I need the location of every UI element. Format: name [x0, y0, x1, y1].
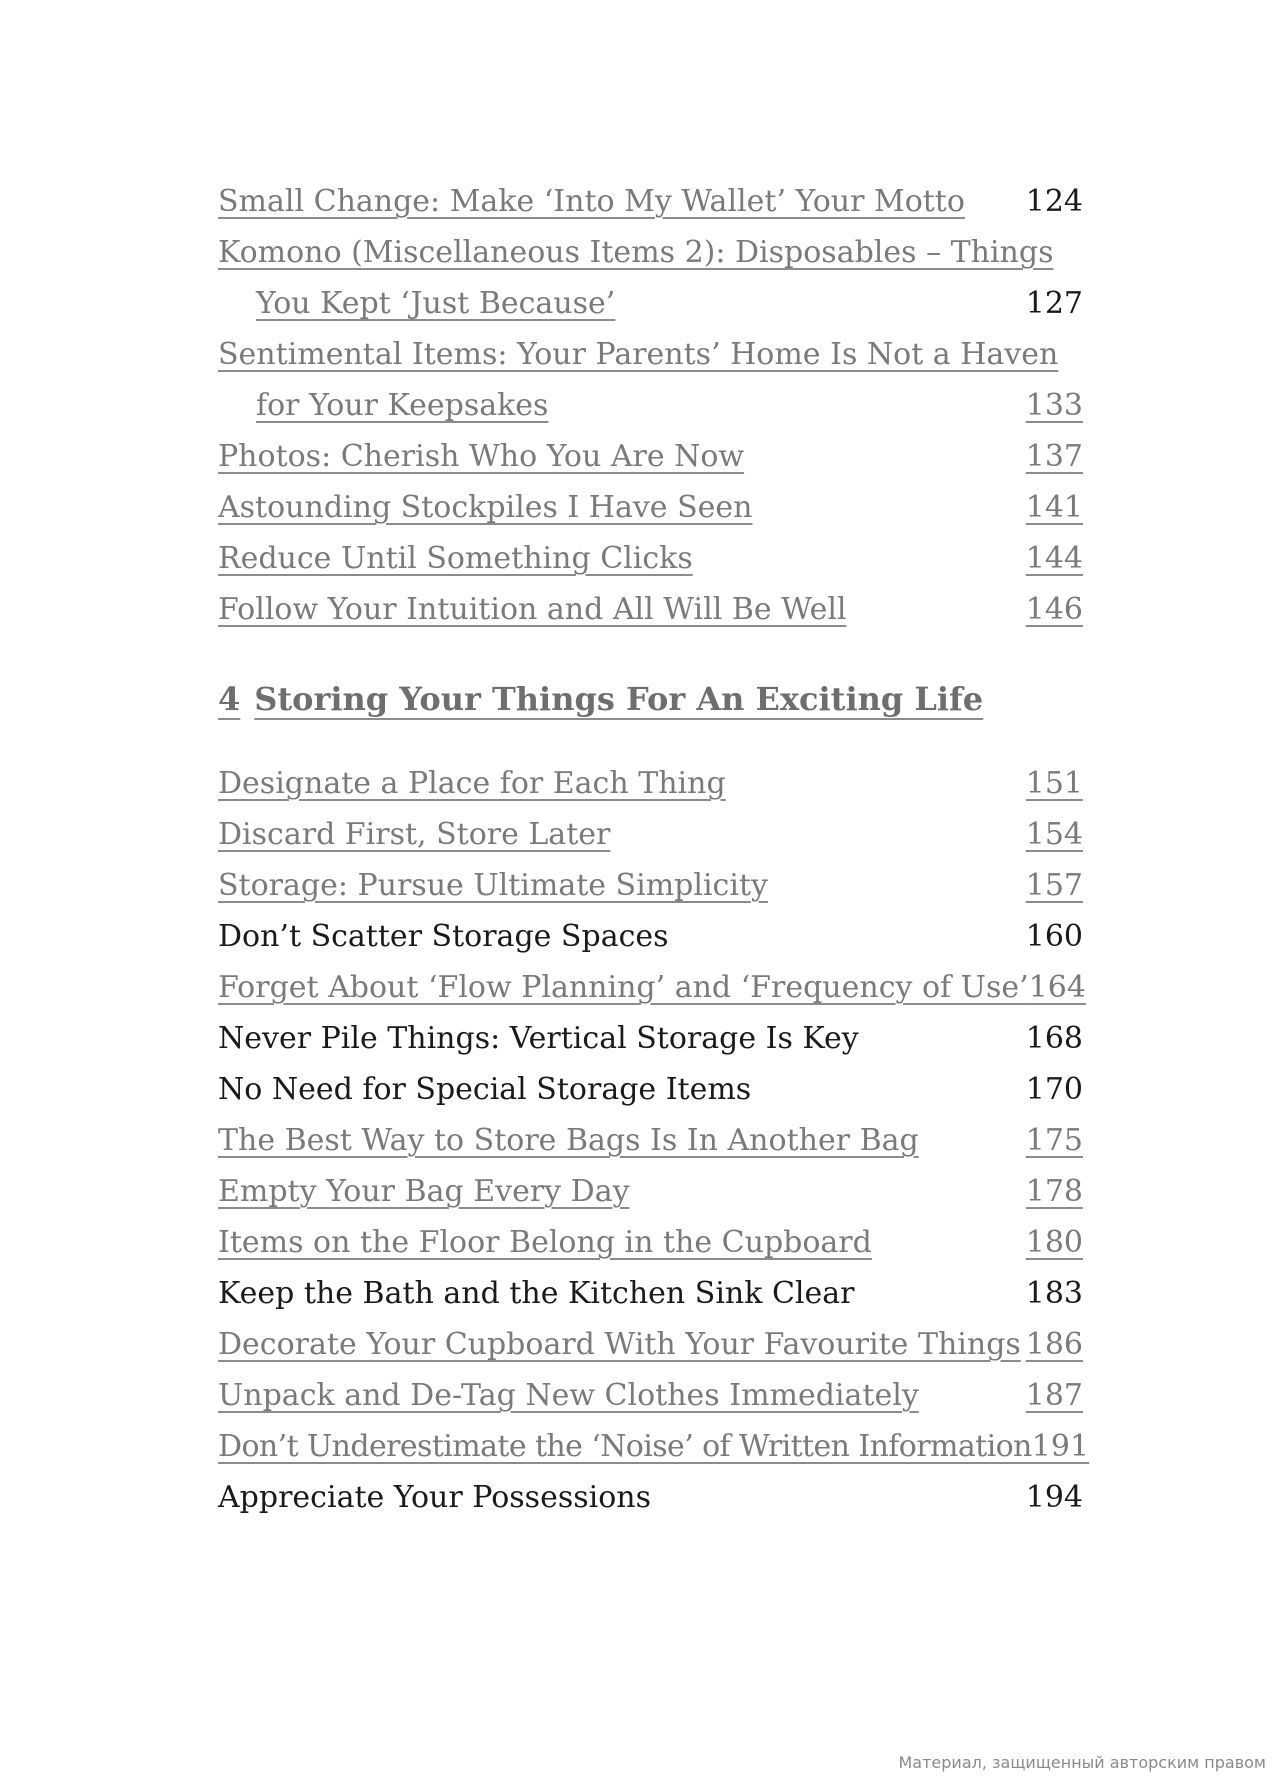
- toc-entry-page[interactable]: 178: [1025, 1174, 1083, 1209]
- toc-entry[interactable]: [218, 227, 1088, 329]
- toc-entry-title[interactable]: Forget About ‘Flow Planning’ and ‘Frequency of Use’: [218, 970, 1029, 1005]
- toc-entry-title[interactable]: Small Change: Make ‘Into My Wallet’ Your Motto: [218, 184, 965, 219]
- toc-entry-title: No Need for Special Storage Items: [218, 1072, 752, 1107]
- toc-entry[interactable]: [218, 329, 1088, 431]
- toc-entry[interactable]: [218, 962, 1088, 1013]
- toc-entry-page: 127: [1025, 286, 1083, 321]
- toc-entry-page: 168: [1025, 1021, 1083, 1056]
- toc-entry-title[interactable]: Empty Your Bag Every Day: [218, 1174, 630, 1209]
- toc-entry[interactable]: [218, 1166, 1088, 1217]
- toc-entry-title[interactable]: Designate a Place for Each Thing: [218, 766, 726, 801]
- chapter-number: 4: [218, 680, 241, 718]
- toc-entry-page[interactable]: 186: [1025, 1327, 1083, 1362]
- toc-entry-page: 160: [1025, 919, 1083, 954]
- toc-entry[interactable]: [218, 758, 1088, 809]
- toc-entry-title-continuation[interactable]: You Kept ‘Just Because’: [256, 286, 616, 321]
- toc-entry-title[interactable]: Photos: Cherish Who You Are Now: [218, 439, 745, 474]
- toc-entry-page[interactable]: 133: [1025, 388, 1083, 423]
- toc-entry-title[interactable]: Astounding Stockpiles I Have Seen: [218, 490, 753, 525]
- toc-entry-page[interactable]: 157: [1025, 868, 1083, 903]
- chapter-heading[interactable]: [218, 680, 983, 718]
- toc-entry-page[interactable]: 187: [1025, 1378, 1083, 1413]
- chapter-title[interactable]: Storing Your Things For An Exciting Life: [254, 680, 984, 718]
- toc-entry-title[interactable]: Follow Your Intuition and All Will Be Well: [218, 592, 847, 627]
- toc-entry[interactable]: [218, 482, 1088, 533]
- toc-entry-page[interactable]: 151: [1025, 766, 1083, 801]
- toc-entry-title[interactable]: The Best Way to Store Bags Is In Another Bag: [218, 1123, 919, 1158]
- toc-entry: [218, 1472, 1088, 1523]
- toc-entry[interactable]: [218, 176, 1088, 227]
- toc-entry-title[interactable]: Storage: Pursue Ultimate Simplicity: [218, 868, 768, 903]
- toc-entry-page[interactable]: 180: [1025, 1225, 1083, 1260]
- toc-entry-page: 194: [1025, 1480, 1083, 1515]
- toc-entry[interactable]: [218, 1115, 1088, 1166]
- toc-entry-page[interactable]: 154: [1025, 817, 1083, 852]
- toc-entry-title[interactable]: Sentimental Items: Your Parents’ Home Is Not a Haven: [218, 337, 1059, 372]
- toc-entry: [218, 1064, 1088, 1115]
- toc-entry[interactable]: [218, 1421, 1088, 1472]
- toc-entry: [218, 911, 1088, 962]
- toc-entry-page[interactable]: 144: [1025, 541, 1083, 576]
- toc-entry: [218, 1268, 1088, 1319]
- toc-entry[interactable]: [218, 533, 1088, 584]
- toc-entry-page[interactable]: 164: [1028, 970, 1086, 1005]
- toc-entry-title: Never Pile Things: Vertical Storage Is Key: [218, 1021, 859, 1056]
- toc-entry-page[interactable]: 141: [1025, 490, 1083, 525]
- toc-entry[interactable]: [218, 431, 1088, 482]
- copyright-notice: Материал, защищенный авторским правом: [898, 1753, 1266, 1772]
- toc-entry-title[interactable]: Don’t Underestimate the ‘Noise’ of Written Information: [218, 1429, 1032, 1464]
- toc-entry-title: Don’t Scatter Storage Spaces: [218, 919, 669, 954]
- toc-entry[interactable]: [218, 1319, 1088, 1370]
- toc-entry-title: Appreciate Your Possessions: [218, 1480, 651, 1515]
- toc-entry-page: 183: [1025, 1276, 1083, 1311]
- toc-entry[interactable]: [218, 860, 1088, 911]
- toc-entry[interactable]: [218, 1370, 1088, 1421]
- toc-entry-title[interactable]: Reduce Until Something Clicks: [218, 541, 693, 576]
- toc-entry-title[interactable]: Decorate Your Cupboard With Your Favourite Things: [218, 1327, 1021, 1362]
- toc-entry-title[interactable]: Items on the Floor Belong in the Cupboard: [218, 1225, 872, 1260]
- toc-entry-page[interactable]: 146: [1025, 592, 1083, 627]
- toc-entry-page[interactable]: 191: [1031, 1429, 1090, 1464]
- toc-entry-page[interactable]: 137: [1025, 439, 1083, 474]
- toc-entry: [218, 1013, 1088, 1064]
- toc-entry-page: 170: [1025, 1072, 1083, 1107]
- toc-entry-page[interactable]: 175: [1025, 1123, 1083, 1158]
- toc-entry[interactable]: [218, 584, 1088, 635]
- toc-entry[interactable]: [218, 1217, 1088, 1268]
- toc-entry[interactable]: [218, 809, 1088, 860]
- toc-entry-title[interactable]: Unpack and De-Tag New Clothes Immediately: [218, 1378, 919, 1413]
- toc-entry-title: Keep the Bath and the Kitchen Sink Clear: [218, 1276, 855, 1311]
- toc-entry-title[interactable]: Discard First, Store Later: [218, 817, 611, 852]
- toc-entry-title-continuation[interactable]: for Your Keepsakes: [256, 388, 549, 423]
- toc-entry-title[interactable]: Komono (Miscellaneous Items 2): Disposables – Things: [218, 235, 1054, 270]
- toc-entry-page: 124: [1025, 184, 1083, 219]
